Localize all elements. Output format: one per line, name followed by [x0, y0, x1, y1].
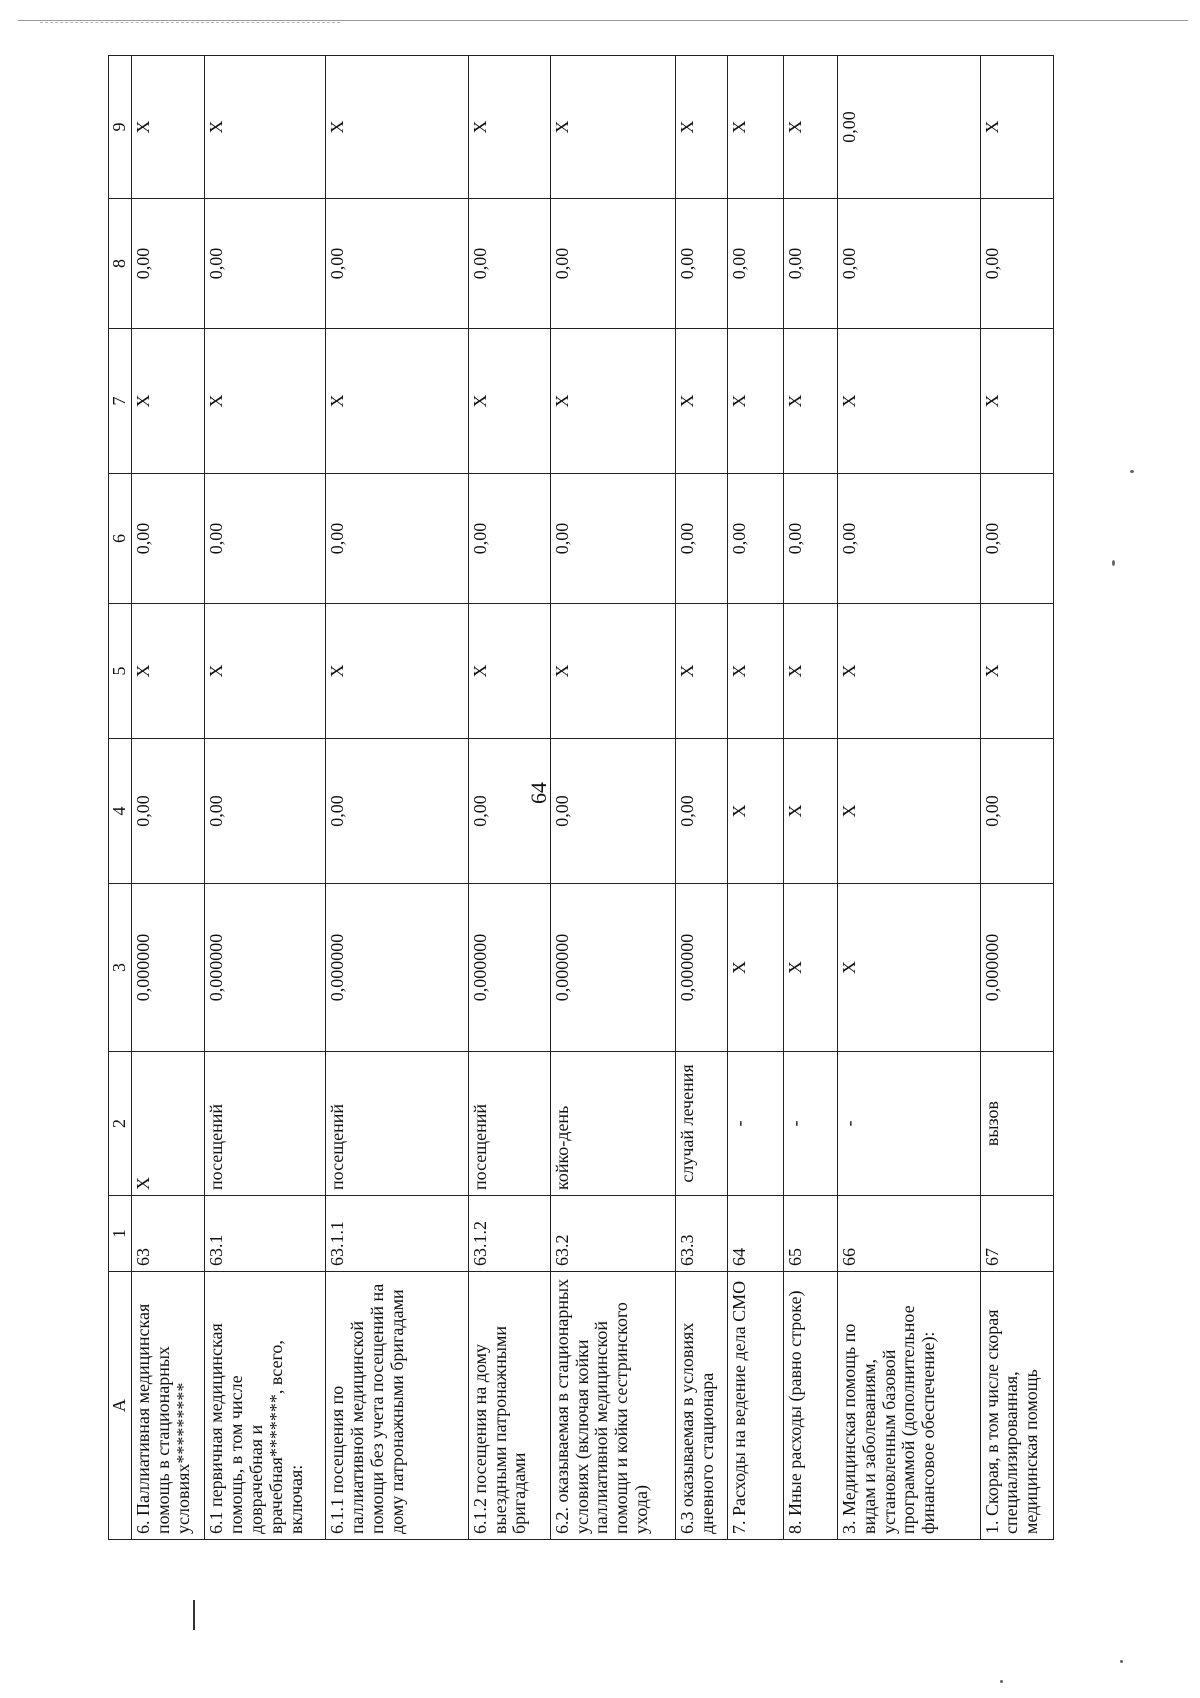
- table-row: [205, 56, 326, 1540]
- value-cell: X: [784, 329, 838, 474]
- header-cell: 7: [109, 329, 132, 474]
- table-row: [784, 56, 838, 1540]
- row-number: 67: [980, 1196, 1054, 1272]
- value-cell: X: [784, 604, 838, 739]
- value-cell: X: [676, 604, 728, 739]
- value-cell: 0,00: [132, 739, 205, 884]
- scan-edge-line: [18, 20, 1188, 21]
- value-cell: 0,00: [838, 474, 981, 604]
- unit-cell: вызов: [980, 1052, 1054, 1196]
- header-cell: 5: [109, 604, 132, 739]
- value-cell: X: [727, 739, 783, 884]
- value-cell: X: [205, 604, 326, 739]
- row-label: 1. Скорая, в том числе скорая специализированная, медицинская помощь: [980, 1272, 1054, 1540]
- value-cell: X: [205, 329, 326, 474]
- value-cell: X: [784, 884, 838, 1052]
- unit-cell: -: [838, 1052, 981, 1196]
- value-cell: X: [727, 56, 783, 199]
- value-cell: X: [326, 604, 469, 739]
- value-cell: X: [468, 329, 550, 474]
- unit-cell: -: [784, 1052, 838, 1196]
- value-cell: 0,000000: [676, 884, 728, 1052]
- header-cell: 9: [109, 56, 132, 199]
- value-cell: 0,000000: [550, 884, 675, 1052]
- row-label: 6.1 первичная медицинская помощь, в том числе доврачебная и врачебная*******, всего, включая:: [205, 1272, 326, 1540]
- value-cell: 0,00: [784, 199, 838, 329]
- value-cell: 0,00: [550, 199, 675, 329]
- row-number: 64: [727, 1196, 783, 1272]
- value-cell: 0,00: [676, 199, 728, 329]
- value-cell: 0,000000: [205, 884, 326, 1052]
- value-cell: X: [727, 329, 783, 474]
- table-row: [980, 56, 1054, 1540]
- row-number: 63.3: [676, 1196, 728, 1272]
- value-cell: X: [468, 56, 550, 199]
- row-number: 63: [132, 1196, 205, 1272]
- table-row: [326, 56, 469, 1540]
- value-cell: X: [205, 56, 326, 199]
- value-cell: X: [132, 604, 205, 739]
- header-cell: 8: [109, 199, 132, 329]
- value-cell: X: [326, 329, 469, 474]
- value-cell: X: [676, 56, 728, 199]
- value-cell: X: [980, 56, 1054, 199]
- value-cell: 0,00: [326, 199, 469, 329]
- value-cell: 0,00: [727, 474, 783, 604]
- header-cell: 1: [109, 1196, 132, 1272]
- value-cell: 0,00: [132, 474, 205, 604]
- table-row: [838, 56, 981, 1540]
- row-label: 6.1.1 посещения по паллиативной медицинской помощи без учета посещений на дому патронажными бригадами: [326, 1272, 469, 1540]
- row-label: 8. Иные расходы (равно строке): [784, 1272, 838, 1540]
- value-cell: X: [550, 329, 675, 474]
- value-cell: 0,00: [468, 739, 550, 884]
- value-cell: X: [980, 604, 1054, 739]
- row-number: 63.1.1: [326, 1196, 469, 1272]
- table-row: [132, 56, 205, 1540]
- value-cell: X: [132, 329, 205, 474]
- row-label: 6.3 оказываемая в условиях дневного стационара: [676, 1272, 728, 1540]
- value-cell: X: [550, 56, 675, 199]
- value-cell: X: [326, 56, 469, 199]
- header-cell: 3: [109, 884, 132, 1052]
- unit-cell: посещений: [326, 1052, 469, 1196]
- value-cell: X: [727, 884, 783, 1052]
- value-cell: 0,00: [980, 739, 1054, 884]
- value-cell: 0,00: [205, 199, 326, 329]
- value-cell: X: [132, 56, 205, 199]
- value-cell: 0,000000: [980, 884, 1054, 1052]
- value-cell: X: [838, 739, 981, 884]
- scan-speck: [1000, 1680, 1003, 1683]
- header-cell: 4: [109, 739, 132, 884]
- scan-margin-mark: [193, 1600, 195, 1630]
- header-cell: A: [109, 1272, 132, 1540]
- value-cell: 0,00: [550, 739, 675, 884]
- scan-speck: [1112, 560, 1115, 566]
- table-row: [676, 56, 728, 1540]
- row-number: 66: [838, 1196, 981, 1272]
- value-cell: 0,00: [980, 474, 1054, 604]
- row-number: 63.2: [550, 1196, 675, 1272]
- value-cell: X: [838, 604, 981, 739]
- value-cell: 0,000000: [132, 884, 205, 1052]
- unit-cell: койко-день: [550, 1052, 675, 1196]
- row-label: 7. Расходы на ведение дела СМО: [727, 1272, 783, 1540]
- header-row: [109, 56, 132, 1540]
- row-label: 6.2. оказываемая в стационарных условиях (включая койки паллиативной медицинской помощи и койки сестринского ухода): [550, 1272, 675, 1540]
- value-cell: 0,00: [132, 199, 205, 329]
- row-number: 63.1: [205, 1196, 326, 1272]
- header-cell: 2: [109, 1052, 132, 1196]
- value-cell: 0,00: [326, 474, 469, 604]
- value-cell: X: [784, 739, 838, 884]
- value-cell: 0,00: [205, 739, 326, 884]
- page-number: 64: [526, 782, 551, 804]
- unit-cell: посещений: [205, 1052, 326, 1196]
- table-row: [468, 56, 550, 1540]
- scan-speck: [1130, 470, 1134, 473]
- value-cell: 0,00: [676, 739, 728, 884]
- value-cell: 0,00: [838, 199, 981, 329]
- value-cell: 0,00: [550, 474, 675, 604]
- value-cell: 0,00: [205, 474, 326, 604]
- scan-speck: [1120, 1660, 1123, 1663]
- value-cell: X: [980, 329, 1054, 474]
- value-cell: 0,00: [676, 474, 728, 604]
- unit-cell: X: [132, 1052, 205, 1196]
- row-number: 63.1.2: [468, 1196, 550, 1272]
- row-label: 6.1.2 посещения на дому выездными патронажными бригадами: [468, 1272, 550, 1540]
- row-label: 6. Паллиативная медицинская помощь в стационарных условиях*********: [132, 1272, 205, 1540]
- table-row: [727, 56, 783, 1540]
- value-cell: X: [838, 884, 981, 1052]
- unit-cell: случай лечения: [676, 1052, 728, 1196]
- value-cell: X: [838, 329, 981, 474]
- scan-edge-dashes: [40, 22, 340, 23]
- data-table: [108, 55, 1054, 1540]
- value-cell: 0,00: [838, 56, 981, 199]
- value-cell: 0,00: [784, 474, 838, 604]
- value-cell: 0,000000: [468, 884, 550, 1052]
- table-row: [550, 56, 675, 1540]
- row-number: 65: [784, 1196, 838, 1272]
- row-label: 3. Медицинская помощь по видам и заболеваниям, установленным базовой программой (дополнительное финансовое обеспечение):: [838, 1272, 981, 1540]
- value-cell: 0,00: [468, 199, 550, 329]
- unit-cell: -: [727, 1052, 783, 1196]
- header-cell: 6: [109, 474, 132, 604]
- value-cell: X: [784, 56, 838, 199]
- value-cell: 0,00: [326, 739, 469, 884]
- value-cell: 0,00: [468, 474, 550, 604]
- value-cell: 0,00: [980, 199, 1054, 329]
- value-cell: X: [468, 604, 550, 739]
- unit-cell: посещений: [468, 1052, 550, 1196]
- value-cell: 0,000000: [326, 884, 469, 1052]
- table-container: [108, 56, 1054, 1540]
- value-cell: X: [676, 329, 728, 474]
- value-cell: X: [727, 604, 783, 739]
- value-cell: 0,00: [727, 199, 783, 329]
- value-cell: X: [550, 604, 675, 739]
